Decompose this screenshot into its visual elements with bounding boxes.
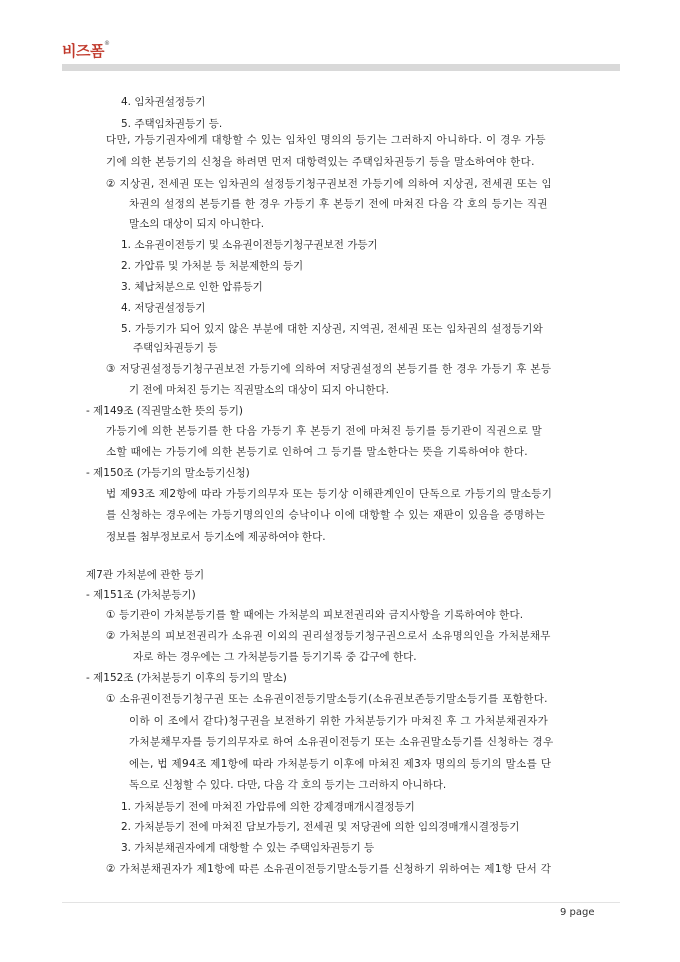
text-line: 4. 저당권설정등기 [121, 302, 206, 314]
text-line: 를 신청하는 경우에는 가등기명의인의 승낙이나 이에 대항할 수 있는 재판이 있음을 증명하는 [106, 509, 546, 521]
text-line: ② 가처분의 피보전권리가 소유권 이외의 권리설정등기청구권으로서 소유명의인을 가처분채무 [106, 630, 551, 642]
text-line: - 제149조 (직권말소한 뜻의 등기) [86, 405, 243, 417]
bizforms-logo [62, 40, 109, 61]
text-line: 다만, 가등기권자에게 대항할 수 있는 임차인 명의의 등기는 그러하지 아니하다. 이 경우 가등 [106, 134, 546, 146]
text-line: 1. 소유권이전등기 및 소유권이전등기청구권보전 가등기 [121, 239, 378, 251]
text-line: ③ 저당권설정등기청구권보전 가등기에 의하여 저당권설정의 본등기를 한 경우 가등기 후 본등 [106, 363, 552, 375]
text-line: 정보를 첨부정보로서 등기소에 제공하여야 한다. [106, 531, 326, 543]
text-line: 기 전에 마쳐진 등기는 직권말소의 대상이 되지 아니한다. [129, 384, 389, 396]
text-line: 3. 체납처분으로 인한 압류등기 [121, 281, 263, 293]
text-line: 자로 하는 경우에는 그 가처분등기를 등기기록 중 갑구에 한다. [133, 651, 417, 663]
logo-text: 비즈폼 [62, 42, 104, 60]
registered-mark: ® [103, 40, 110, 47]
footer-divider [62, 902, 620, 903]
page-header [0, 0, 680, 75]
text-line: 2. 가처분등기 전에 마쳐진 담보가등기, 전세권 및 저당권에 의한 임의경매개시결정등기 [121, 821, 520, 833]
header-divider-bar [62, 64, 620, 71]
text-line: 5. 주택임차권등기 등. [121, 118, 223, 130]
text-line: 이하 이 조에서 같다)청구권을 보전하기 위한 가처분등기가 마쳐진 후 그 가처분채권자가 [129, 715, 549, 727]
text-line: 제7관 가처분에 관한 등기 [86, 569, 205, 581]
text-line: 4. 임차권설정등기 [121, 96, 206, 108]
text-line: - 제151조 (가처분등기) [86, 589, 196, 601]
text-line: 차권의 설정의 본등기를 한 경우 가등기 후 본등기 전에 마쳐진 다음 각 호의 등기는 직권 [129, 198, 548, 210]
text-line: ② 가처분채권자가 제1항에 따른 소유권이전등기말소등기를 신청하기 위하여는 제1항 단서 각 [106, 863, 552, 875]
text-line: 주택임차권등기 등 [133, 342, 218, 354]
text-line: 소할 때에는 가등기에 의한 본등기로 인하여 그 등기를 말소한다는 뜻을 기록하여야 한다. [106, 446, 528, 458]
text-line: - 제150조 (가등기의 말소등기신청) [86, 467, 250, 479]
text-line: 에는, 법 제94조 제1항에 따라 가처분등기 이후에 마쳐진 제3자 명의의 등기의 말소를 단 [129, 758, 552, 770]
text-line: 독으로 신청할 수 있다. 다만, 다음 각 호의 등기는 그러하지 아니하다. [129, 779, 447, 791]
text-line: 말소의 대상이 되지 아니한다. [129, 218, 265, 230]
text-line: 기에 의한 본등기의 신청을 하려면 먼저 대항력있는 주택임차권등기 등을 말소하여야 한다. [106, 156, 535, 168]
text-line: 가처분채무자를 등기의무자로 하여 소유권이전등기 또는 소유권말소등기를 신청하는 경우 [129, 736, 554, 748]
text-line: 법 제93조 제2항에 따라 가등기의무자 또는 등기상 이해관계인이 단독으로 가등기의 말소등기 [106, 488, 553, 500]
text-line: ② 지상권, 전세권 또는 임차권의 설정등기청구권보전 가등기에 의하여 지상권, 전세권 또는 임 [106, 178, 552, 190]
text-line: 가등기에 의한 본등기를 한 다음 가등기 후 본등기 전에 마쳐진 등기를 등기관이 직권으로 말 [106, 425, 543, 437]
text-line: - 제152조 (가처분등기 이후의 등기의 말소) [86, 672, 287, 684]
text-line: ① 소유권이전등기청구권 또는 소유권이전등기말소등기(소유권보존등기말소등기를 포함한다. [106, 693, 548, 705]
text-line: ① 등기관이 가처분등기를 할 때에는 가처분의 피보전권리와 금지사항을 기록하여야 한다. [106, 609, 524, 621]
page-number: 9 page [560, 907, 595, 918]
text-line: 5. 가등기가 되어 있지 않은 부분에 대한 지상권, 지역권, 전세권 또는 임차권의 설정등기와 [121, 323, 543, 335]
text-line: 1. 가처분등기 전에 마쳐진 가압류에 의한 강제경매개시결정등기 [121, 801, 415, 813]
text-line: 2. 가압류 및 가처분 등 처분제한의 등기 [121, 260, 304, 272]
text-line: 3. 가처분채권자에게 대항할 수 있는 주택임차권등기 등 [121, 842, 375, 854]
